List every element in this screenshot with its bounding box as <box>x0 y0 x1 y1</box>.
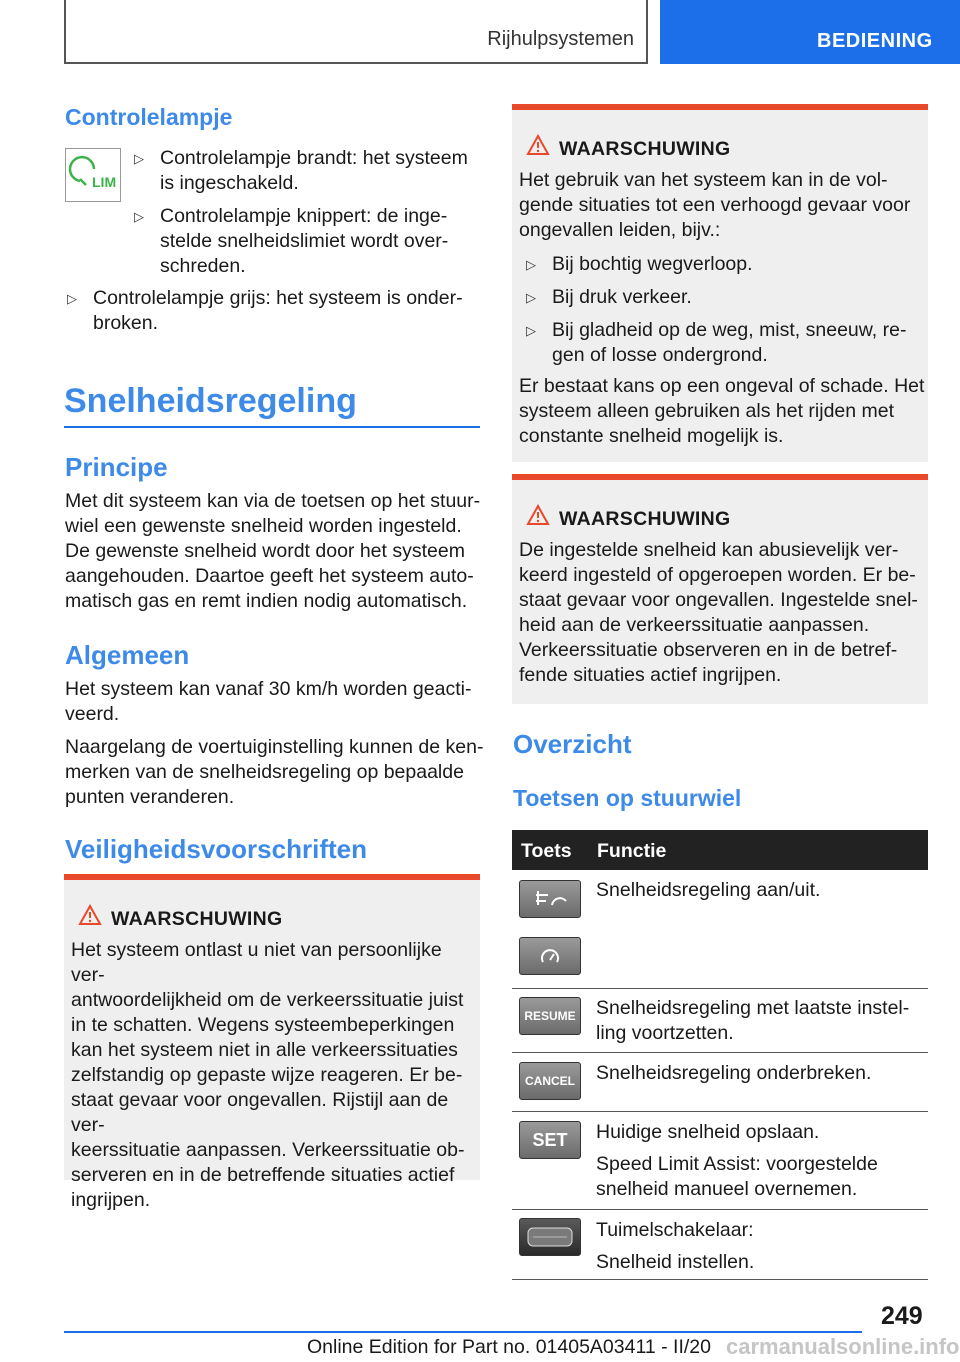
page-number: 249 <box>881 1302 923 1330</box>
column-header-functie: Functie <box>597 840 667 862</box>
header-chapter-title: BEDIENING <box>817 30 933 52</box>
table-header <box>512 830 928 870</box>
warning-box-2: WAARSCHUWING Het gebruik van het systeem kan in de vol- gende situaties tot een verhoogd gevaar voor ongevallen leiden, bijv.: ▷ Bij bochtig wegverloop. ▷ Bij druk verkeer. ▷ Bij gladheid op de weg, mist, sneeuw, re- gen of losse ondergrond. Er bestaat kans op een ongeval of schade. Het systeem alleen gebruiken als het rijden met constante snelheid mogelijk is. <box>512 104 928 462</box>
warning-triangle-icon <box>526 134 550 161</box>
warning-box-3 <box>512 474 928 704</box>
set-key-icon: SET <box>519 1121 581 1159</box>
warning-triangle-icon <box>78 904 102 931</box>
bullet-triangle-icon: ▷ <box>526 257 536 272</box>
function-text: Snelheidsregeling aan/uit. <box>596 879 821 901</box>
footer-rule <box>64 1331 862 1333</box>
function-text: Snelheidsregeling onderbreken. <box>596 1062 872 1084</box>
warning-triangle-icon <box>526 504 550 531</box>
warning-box-1 <box>64 874 480 1211</box>
bullet-triangle-icon: ▷ <box>134 151 144 166</box>
algemeen-text-1: Het systeem kan vanaf 30 km/h worden geacti- veerd. <box>65 678 472 725</box>
cancel-key-icon: CANCEL <box>519 1062 581 1100</box>
heading-rule <box>64 426 480 428</box>
bullet-triangle-icon: ▷ <box>526 323 536 338</box>
column-header-toets: Toets <box>521 840 572 862</box>
algemeen-text-2: Naargelang de voertuiginstelling kunnen de ken- merken van de snelheidsregeling op bepaalde punten veranderen. <box>65 736 484 808</box>
algemeen-heading: Algemeen <box>65 640 190 670</box>
rocker-switch-key-icon <box>519 1218 581 1256</box>
bullet-triangle-icon: ▷ <box>134 209 144 224</box>
svg-text:LIM: LIM <box>92 174 117 190</box>
warning-outro: Er bestaat kans op een ongeval of schade. Het systeem alleen gebruiken als het rijden met constante snelheid mogelijk is. <box>519 375 925 447</box>
function-text: Snelheid instellen. <box>596 1251 755 1273</box>
function-text: Huidige snelheid opslaan. <box>596 1121 820 1143</box>
warning-text: De ingestelde snelheid kan abusievelijk ver- keerd ingesteld of opgeroepen worden. Er be- staat gevaar voor ongevallen. Ingestelde snel- heid aan de verkeerssituatie aanpassen. Verkeerssituatie observeren en in de betref- fende situaties actief ingrijpen. <box>519 539 918 686</box>
function-text: Snelheidsregeling met laatste instel- ling voortzetten. <box>596 997 910 1044</box>
principe-heading: Principe <box>65 452 168 482</box>
toetsen-heading: Toetsen op stuurwiel <box>513 785 742 811</box>
warning-label: WAARSCHUWING <box>111 908 283 930</box>
controlelampje-heading: Controlelampje <box>65 104 233 130</box>
overzicht-heading: Overzicht <box>513 729 632 759</box>
warning-label: WAARSCHUWING <box>559 138 731 160</box>
lim-indicator-icon <box>65 148 121 202</box>
principe-text: Met dit systeem kan via de toetsen op het stuur- wiel een gewenste snelheid worden ingesteld. De gewenste snelheid wordt door het systeem aangehouden. Daartoe geeft het systeem auto- matisch gas en remt indien nodig automatisch. <box>65 490 481 612</box>
header-section-title: Rijhulpsystemen <box>487 28 634 50</box>
row-divider <box>512 1209 928 1210</box>
warning-text: Het systeem ontlast u niet van persoonlijke ver- antwoordelijkheid om de verkeerssituatie juist in te schatten. Wegens systeembeperkingen kan het systeem niet in alle verkeerssituaties zelfstandig op gepaste wijze reageren. Er be- staat gevaar voor ongevallen. Rijstijl aan de ver- keerssituatie aanpassen. Verkeerssituatie ob- serveren en in de betreffende situaties actief ingrijpen. <box>71 939 465 1211</box>
bullet-triangle-icon: ▷ <box>67 291 77 306</box>
snelheidsregeling-heading: Snelheidsregeling <box>64 382 357 420</box>
bullet-triangle-icon: ▷ <box>526 290 536 305</box>
cruise-onoff-key-icon <box>519 880 581 918</box>
veiligheid-heading: Veiligheidsvoorschriften <box>65 834 367 864</box>
resume-key-icon: RESUME <box>519 997 581 1035</box>
watermark: carmanualsonline.info <box>726 1334 960 1359</box>
footer-edition: Online Edition for Part no. 01405A03411 - II/20 <box>307 1336 711 1358</box>
row-divider <box>512 1111 928 1112</box>
function-text: Tuimelschakelaar: <box>596 1219 754 1241</box>
row-divider <box>512 1279 928 1280</box>
function-text: Speed Limit Assist: voorgestelde snelheid manueel overnemen. <box>596 1153 878 1200</box>
warning-label: WAARSCHUWING <box>559 508 731 530</box>
cruise-gauge-key-icon <box>519 937 581 975</box>
header-chapter-tab <box>660 0 960 64</box>
header-section-box <box>64 0 648 64</box>
row-divider <box>512 1052 928 1053</box>
warning-intro: Het gebruik van het systeem kan in de vol- gende situaties tot een verhoogd gevaar voor ongevallen leiden, bijv.: <box>519 169 911 241</box>
row-divider <box>512 988 928 989</box>
